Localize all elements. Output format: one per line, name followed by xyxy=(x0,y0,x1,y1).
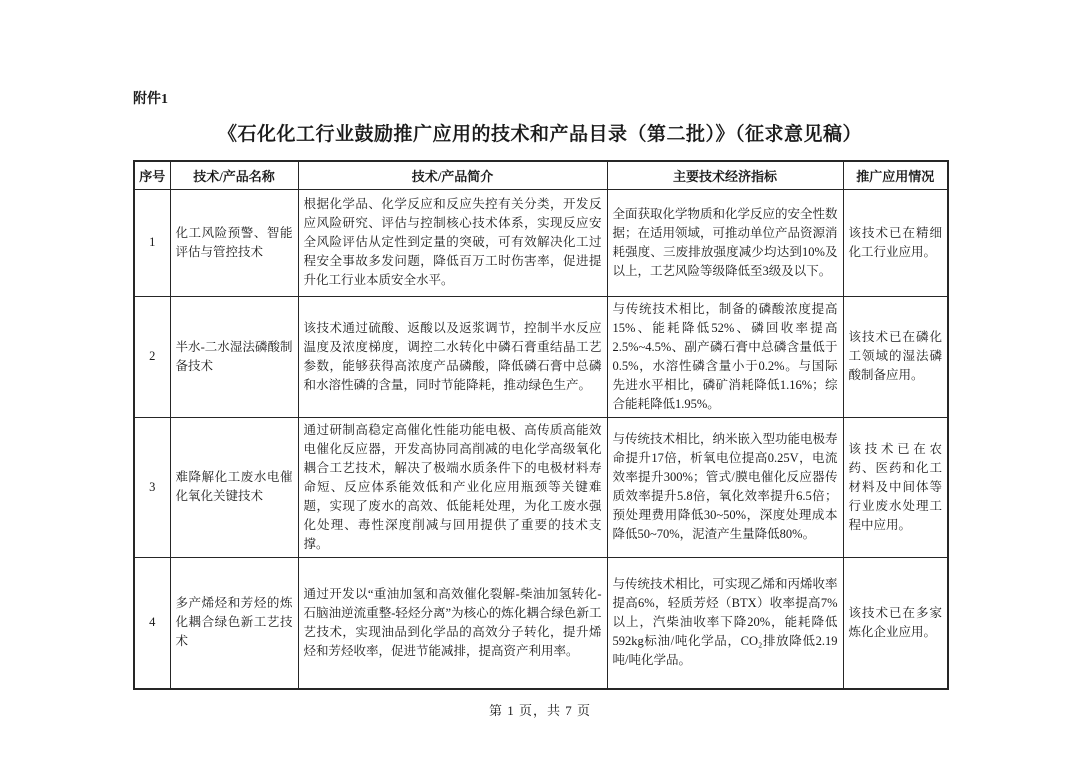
table-row xyxy=(134,296,948,417)
catalog-table xyxy=(133,160,949,690)
application-cell: 该技术已在磷化工领域的湿法磷酸制备应用。 xyxy=(843,296,948,417)
header-indicators: 主要技术经济指标 xyxy=(607,161,843,189)
table-row xyxy=(134,189,948,296)
intro-cell: 该技术通过硫酸、返酸以及返浆调节，控制半水反应温度及浓度梯度，调控二水转化中磷石膏重结晶工艺参数，能够获得高浓度产品磷酸，降低磷石膏中总磷和水溶性磷的含量，同时节能降耗，推动绿色生产。 xyxy=(298,296,607,417)
indicators-cell: 与传统技术相比，可实现乙烯和丙烯收率提高6%，轻质芳烃（BTX）收率提高7%以上，汽柴油收率下降20%，能耗降低592kg标油/吨化学品，CO₂排放降低2.19吨/吨化学品。 xyxy=(607,557,843,689)
intro-cell: 根据化学品、化学反应和反应失控有关分类，开发反应风险研究、评估与控制核心技术体系，实现反应安全风险评估从定性到定量的突破，可有效解决化工过程安全事故多发问题，降低百万工时伤害率，促进提升化工行业本质安全水平。 xyxy=(298,189,607,296)
table-row xyxy=(134,417,948,557)
name-cell: 多产烯烃和芳烃的炼化耦合绿色新工艺技术 xyxy=(170,557,298,689)
header-intro: 技术/产品简介 xyxy=(298,161,607,189)
name-cell: 难降解化工废水电催化氧化关键技术 xyxy=(170,417,298,557)
page-title: 《石化化工行业鼓励推广应用的技术和产品目录（第二批）》（征求意见稿） xyxy=(217,124,862,145)
row-number-cell: 4 xyxy=(134,557,170,689)
application-cell: 该技术已在精细化工行业应用。 xyxy=(843,189,948,296)
application-cell: 该技术已在农药、医药和化工材料及中间体等行业废水处理工程中应用。 xyxy=(843,417,948,557)
attachment-label: 附件1 xyxy=(133,92,168,107)
row-number-cell: 1 xyxy=(134,189,170,296)
indicators-cell: 与传统技术相比，纳米嵌入型功能电极寿命提升17倍，析氧电位提高0.25V，电流效率提升300%；管式/膜电催化反应器传质效率提升5.8倍，氧化效率提升6.5倍；预处理费用降低30~50%，深度处理成本降低50~70%，泥渣产生量降低80%。 xyxy=(607,417,843,557)
row-number-cell: 3 xyxy=(134,417,170,557)
page-number: 第 1 页，共 7 页 xyxy=(488,703,591,718)
indicators-cell: 全面获取化学物质和化学反应的安全性数据；在适用领域，可推动单位产品资源消耗强度、三废排放强度减少均达到10%及以上，工艺风险等级降低至3级及以下。 xyxy=(607,189,843,296)
intro-cell: 通过研制高稳定高催化性能功能电极、高传质高能效电催化反应器，开发高协同高削减的电化学高级氧化耦合工艺技术，解决了极端水质条件下的电极材料寿命短、反应体系能效低和产业化应用瓶颈等关键难题，实现了废水的高效、低能耗处理，为化工废水强化处理、毒性深度削减与回用提供了重要的技术支撑。 xyxy=(298,417,607,557)
name-cell: 半水-二水湿法磷酸制备技术 xyxy=(170,296,298,417)
name-cell: 化工风险预警、智能评估与管控技术 xyxy=(170,189,298,296)
row-number-cell: 2 xyxy=(134,296,170,417)
table-header-row xyxy=(134,161,948,189)
indicators-cell: 与传统技术相比，制备的磷酸浓度提高15%、能耗降低52%、磷回收率提高2.5%~4.5%、副产磷石膏中总磷含量低于0.5%，水溶性磷含量小于0.2%。与国际先进水平相比，磷矿消耗降低1.16%；综合能耗降低1.95%。 xyxy=(607,296,843,417)
header-no: 序号 xyxy=(134,161,170,189)
header-application: 推广应用情况 xyxy=(843,161,948,189)
intro-cell: 通过开发以“重油加氢和高效催化裂解-柴油加氢转化-石脑油逆流重整-轻烃分离”为核心的炼化耦合绿色新工艺技术，实现油品到化学品的高效分子转化，提升烯烃和芳烃收率，促进节能减排，提高资产利用率。 xyxy=(298,557,607,689)
application-cell: 该技术已在多家炼化企业应用。 xyxy=(843,557,948,689)
table-row xyxy=(134,557,948,689)
header-name: 技术/产品名称 xyxy=(170,161,298,189)
